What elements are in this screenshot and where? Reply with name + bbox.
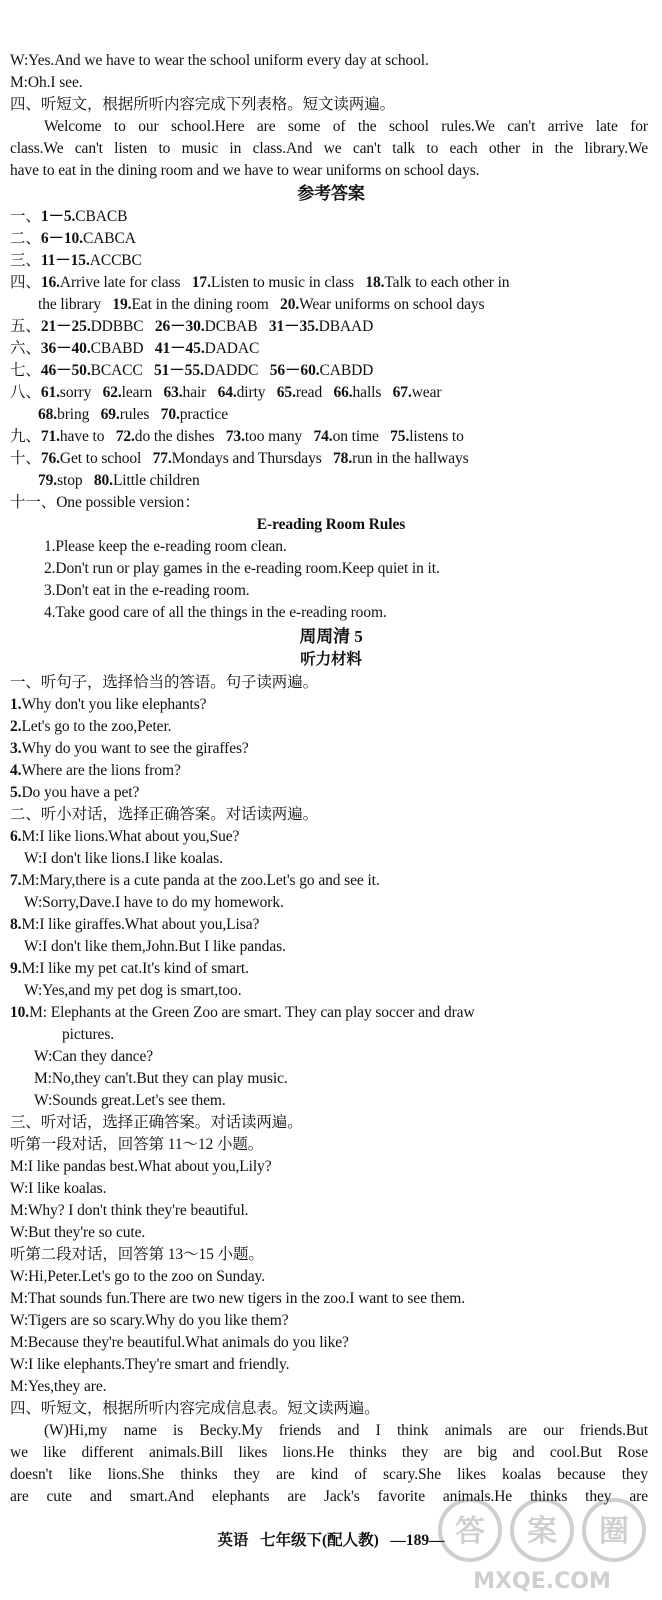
dialogue-line: 10.M: Elephants at the Green Zoo are smart. They can play soccer and draw <box>10 1004 475 1021</box>
dialogue-line: W:I like koalas. <box>10 1180 107 1197</box>
essay-line: 3.Don't eat in the e-reading room. <box>44 582 250 599</box>
dialogue-line: W:Yes,and my pet dog is smart,too. <box>24 982 242 999</box>
dialogue-line: M:Because they're beautiful.What animals do you like? <box>10 1334 349 1351</box>
dialogue-line: M:Yes,they are. <box>10 1378 107 1395</box>
dialogue-line: M:That sounds fun.There are two new tigers in the zoo.I want to see them. <box>10 1290 465 1307</box>
question-line: 1.Why don't you like elephants? <box>10 696 207 713</box>
answer-line: 十一、One possible version： <box>10 494 200 511</box>
instruction-line: 听第二段对话，回答第 13～15 小题。 <box>10 1246 264 1263</box>
footer-subject: 英语 <box>217 1532 249 1549</box>
answer-line: the library 19.Eat in the dining room 20.Wear uniforms on school days <box>38 296 485 313</box>
section-heading: 四、听短文，根据所听内容完成信息表。短文读两遍。 <box>10 1400 380 1417</box>
dialogue-line: W:But they're so cute. <box>10 1224 146 1241</box>
essay-line: 4.Take good care of all the things in the e-reading room. <box>44 604 387 621</box>
answer-line: 七、46－50.BCACC 51－55.DADDC 56－60.CABDD <box>10 362 374 379</box>
question-line: 5.Do you have a pet? <box>10 784 140 801</box>
answer-line: 68.bring 69.rules 70.practice <box>38 406 228 423</box>
answer-line: 九、71.have to 72.do the dishes 73.too many 74.on time 75.listens to <box>10 428 464 445</box>
paragraph-line: class.We can't listen to music in class.And we can't talk to each other in the library.We <box>10 140 648 157</box>
dialogue-line: 9.M:I like my pet cat.It's kind of smart. <box>10 960 249 977</box>
essay-line: 2.Don't run or play games in the e-reading room.Keep quiet in it. <box>44 560 440 577</box>
dialogue-line: M:Why? I don't think they're beautiful. <box>10 1202 249 1219</box>
watermark-logo <box>430 1488 655 1596</box>
dialogue-line: pictures. <box>62 1026 115 1043</box>
footer-grade: 七年级下(配人教) <box>259 1532 379 1549</box>
answer-line: 八、61.sorry 62.learn 63.hair 64.dirty 65.read 66.halls 67.wear <box>10 384 442 401</box>
section-heading: 四、听短文，根据所听内容完成下列表格。短文读两遍。 <box>10 96 396 113</box>
answer-line: 四、16.Arrive late for class 17.Listen to music in class 18.Talk to each other in <box>10 274 510 291</box>
unit-title: 周周清 5 <box>299 627 363 646</box>
paragraph-line: we like different animals.Bill likes lions.He thinks they are big and cool.But Rose <box>10 1444 648 1461</box>
dialogue-line: W:I like elephants.They're smart and friendly. <box>10 1356 290 1373</box>
dialogue-line: W:Hi,Peter.Let's go to the zoo on Sunday. <box>10 1268 265 1285</box>
dialogue-line: 7.M:Mary,there is a cute panda at the zoo.Let's go and see it. <box>10 872 380 889</box>
answer-line: 79.stop 80.Little children <box>38 472 200 489</box>
text-line: M:Oh.I see. <box>10 74 83 91</box>
section-heading: 一、听句子，选择恰当的答语。句子读两遍。 <box>10 674 319 691</box>
dialogue-line: W:I don't like them,John.But I like pandas. <box>24 938 286 955</box>
essay-line: 1.Please keep the e-reading room clean. <box>44 538 287 555</box>
answer-line: 三、11－15.ACCBC <box>10 252 142 269</box>
dialogue-line: M:I like pandas best.What about you,Lily? <box>10 1158 272 1175</box>
section-heading: 二、听小对话，选择正确答案。对话读两遍。 <box>10 806 319 823</box>
question-line: 4.Where are the lions from? <box>10 762 181 779</box>
text-line: W:Yes.And we have to wear the school uniform every day at school. <box>10 52 429 69</box>
paragraph-line: are cute and smart.And elephants are Jack's favorite animals.He thinks they are <box>10 1488 648 1505</box>
subsection-title: 听力材料 <box>300 651 362 668</box>
paragraph-line: have to eat in the dining room and we have to wear uniforms on school days. <box>10 162 480 179</box>
answer-line: 六、36－40.CBABD 41－45.DADAC <box>10 340 260 357</box>
dialogue-line: W:Tigers are so scary.Why do you like them? <box>10 1312 289 1329</box>
answer-key-title: 参考答案 <box>297 184 365 203</box>
instruction-line: 听第一段对话，回答第 11～12 小题。 <box>10 1136 264 1153</box>
dialogue-line: W:I don't like lions.I like koalas. <box>24 850 223 867</box>
answer-line: 一、1－5.CBACB <box>10 208 128 225</box>
essay-title: E-reading Room Rules <box>256 516 406 533</box>
watermark-url: MXQE.COM <box>473 1569 611 1594</box>
question-line: 3.Why do you want to see the giraffes? <box>10 740 249 757</box>
answer-line: 十、76.Get to school 77.Mondays and Thursdays 78.run in the hallways <box>10 450 469 467</box>
dialogue-line: W:Sorry,Dave.I have to do my homework. <box>24 894 284 911</box>
paragraph-line: Welcome to our school.Here are some of the school rules.We can't arrive late for <box>44 118 648 135</box>
paragraph-line: (W)Hi,my name is Becky.My friends and I think animals are our friends.But <box>44 1422 648 1439</box>
answer-line: 二、6－10.CABCA <box>10 230 136 247</box>
dialogue-line: W:Can they dance? <box>34 1048 154 1065</box>
dialogue-line: M:No,they can't.But they can play music. <box>34 1070 288 1087</box>
watermark-glyph: 答 <box>455 1514 485 1549</box>
watermark-glyph: 圈 <box>599 1514 629 1549</box>
dialogue-line: W:Sounds great.Let's see them. <box>34 1092 226 1109</box>
dialogue-line: 6.M:I like lions.What about you,Sue? <box>10 828 240 845</box>
section-heading: 三、听对话，选择正确答案。对话读两遍。 <box>10 1114 303 1131</box>
answer-line: 五、21－25.DDBBC 26－30.DCBAB 31－35.DBAAD <box>10 318 374 335</box>
paragraph-line: doesn't like lions.She thinks they are kind of scary.She likes koalas because they <box>10 1466 648 1483</box>
page-number: —189— <box>390 1532 445 1549</box>
dialogue-line: 8.M:I like giraffes.What about you,Lisa? <box>10 916 260 933</box>
watermark-glyph: 案 <box>527 1514 557 1549</box>
question-line: 2.Let's go to the zoo,Peter. <box>10 718 172 735</box>
